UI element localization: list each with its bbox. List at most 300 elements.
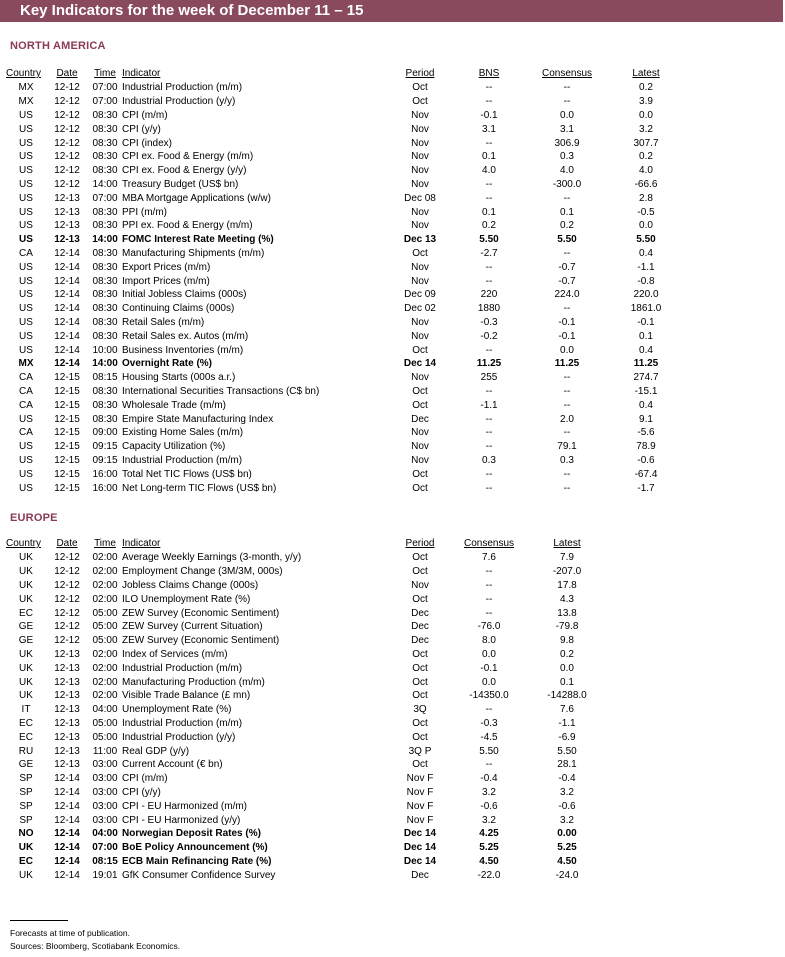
table-row (6, 799, 606, 813)
cell-indicator: Initial Jobless Claims (000s) (122, 289, 247, 301)
cell-consensus: -76.0 (477, 621, 501, 633)
cell-latest: 307.7 (633, 137, 659, 149)
cell-country: US (19, 413, 33, 425)
cell-country: GE (18, 759, 34, 771)
footnote-forecasts: Forecasts at time of publication. (10, 928, 131, 938)
cell-latest: -0.8 (637, 275, 655, 287)
cell-period: Oct (412, 82, 428, 94)
cell-country: UK (19, 579, 33, 591)
cell-latest: 4.50 (557, 855, 577, 867)
cell-country: UK (19, 593, 33, 605)
cell-consensus: 0.0 (560, 344, 574, 356)
cell-period: 3Q (413, 704, 427, 716)
cell-latest: -0.6 (558, 800, 576, 812)
cell-indicator: Treasury Budget (US$ bn) (122, 178, 239, 190)
col-indicator: Indicator (122, 68, 161, 79)
cell-bns: 0.2 (482, 220, 496, 232)
table-row (6, 620, 606, 634)
cell-time: 04:00 (92, 828, 118, 840)
cell-country: GE (18, 621, 34, 633)
cell-period: Dec 14 (403, 828, 437, 840)
cell-country: SP (19, 814, 33, 826)
cell-country: US (19, 234, 33, 246)
cell-time: 02:00 (92, 676, 118, 688)
cell-date: 12-14 (54, 828, 80, 840)
cell-period: Nov (411, 330, 429, 342)
cell-date: 12-13 (54, 192, 80, 204)
cell-indicator: ILO Unemployment Rate (%) (122, 593, 251, 605)
cell-indicator: Norwegian Deposit Rates (%) (122, 828, 261, 840)
cell-period: Oct (412, 593, 428, 605)
cell-country: US (19, 151, 33, 163)
cell-date: 12-14 (54, 358, 80, 370)
cell-time: 07:00 (92, 82, 118, 94)
table-row (6, 772, 606, 786)
table-row (6, 606, 606, 620)
cell-consensus: 11.25 (554, 358, 580, 370)
table-row (6, 274, 686, 288)
cell-bns: -- (485, 344, 493, 356)
table-row (6, 178, 686, 192)
cell-period: Oct (412, 717, 428, 729)
cell-date: 12-12 (54, 621, 80, 633)
cell-consensus: 5.50 (479, 745, 499, 757)
table-row (6, 205, 686, 219)
cell-time: 07:00 (92, 96, 118, 108)
table-row (6, 426, 686, 440)
table-row (6, 565, 606, 579)
cell-indicator: Manufacturing Shipments (m/m) (122, 247, 265, 259)
cell-country: EC (19, 607, 33, 619)
cell-latest: 13.8 (557, 607, 577, 619)
cell-country: CA (19, 372, 33, 384)
cell-time: 08:15 (92, 372, 118, 384)
cell-consensus: 306.9 (554, 137, 580, 149)
cell-date: 12-15 (54, 441, 80, 453)
cell-latest: 0.2 (639, 82, 653, 94)
cell-time: 08:30 (92, 261, 118, 273)
cell-indicator: Index of Services (m/m) (122, 648, 228, 660)
cell-time: 05:00 (92, 731, 118, 743)
cell-indicator: Current Account (€ bn) (122, 759, 223, 771)
cell-time: 16:00 (92, 482, 118, 494)
cell-indicator: International Securities Transactions (C$ bn) (122, 385, 320, 397)
cell-indicator: GfK Consumer Confidence Survey (122, 869, 276, 881)
cell-date: 12-12 (54, 552, 80, 564)
cell-indicator: Retail Sales ex. Autos (m/m) (122, 330, 249, 342)
cell-time: 03:00 (92, 786, 118, 798)
table-row (6, 661, 606, 675)
cell-latest: 1861.0 (630, 303, 662, 315)
cell-date: 12-14 (54, 773, 80, 785)
cell-indicator: Capacity Utilization (%) (122, 441, 226, 453)
cell-latest: 0.0 (560, 662, 574, 674)
table-row (6, 247, 686, 261)
table-row (6, 703, 606, 717)
table-row (6, 689, 606, 703)
cell-date: 12-14 (54, 814, 80, 826)
cell-indicator: Real GDP (y/y) (122, 745, 190, 757)
table-row (6, 813, 606, 827)
cell-date: 12-14 (54, 869, 80, 881)
table-row (6, 385, 686, 399)
cell-latest: -1.1 (637, 261, 655, 273)
cell-country: SP (19, 800, 33, 812)
cell-time: 03:00 (92, 800, 118, 812)
north-america-heading: NORTH AMERICA (10, 40, 106, 52)
cell-consensus: -0.7 (558, 261, 576, 273)
table-row (6, 481, 686, 495)
cell-consensus: -0.7 (558, 275, 576, 287)
cell-period: Nov (411, 454, 429, 466)
col-latest: Latest (632, 68, 660, 79)
cell-period: Oct (412, 482, 428, 494)
cell-date: 12-13 (54, 206, 80, 218)
cell-indicator: Export Prices (m/m) (122, 261, 211, 273)
cell-date: 12-12 (54, 579, 80, 591)
cell-country: US (19, 206, 33, 218)
cell-consensus: -300.0 (552, 178, 582, 190)
cell-consensus: -- (563, 468, 571, 480)
cell-date: 12-14 (54, 275, 80, 287)
cell-date: 12-15 (54, 482, 80, 494)
europe-table (6, 536, 606, 882)
cell-period: Dec 14 (403, 358, 437, 370)
table-row (6, 758, 606, 772)
cell-date: 12-13 (54, 648, 80, 660)
cell-date: 12-13 (54, 759, 80, 771)
cell-country: MX (18, 82, 34, 94)
cell-date: 12-13 (54, 234, 80, 246)
table-row (6, 744, 606, 758)
table-row (6, 634, 606, 648)
cell-consensus: 4.50 (479, 855, 499, 867)
table-row (6, 260, 686, 274)
col-bns: BNS (478, 68, 500, 79)
cell-latest: 3.2 (560, 786, 574, 798)
cell-country: RU (18, 745, 34, 757)
cell-latest: -0.6 (637, 454, 655, 466)
cell-indicator: Wholesale Trade (m/m) (122, 399, 226, 411)
cell-latest: -6.9 (558, 731, 576, 743)
cell-bns: -- (485, 413, 493, 425)
cell-date: 12-15 (54, 385, 80, 397)
cell-bns: 0.1 (482, 151, 496, 163)
cell-time: 07:00 (92, 842, 118, 854)
cell-indicator: Total Net TIC Flows (US$ bn) (122, 468, 252, 480)
cell-country: US (19, 454, 33, 466)
col-time: Time (94, 538, 116, 549)
cell-indicator: Industrial Production (y/y) (122, 731, 236, 743)
cell-time: 11:00 (92, 745, 118, 757)
cell-period: Dec (411, 635, 429, 647)
cell-time: 05:00 (92, 635, 118, 647)
cell-date: 12-12 (54, 607, 80, 619)
cell-consensus: 224.0 (554, 289, 580, 301)
cell-bns: -- (485, 441, 493, 453)
cell-time: 10:00 (92, 344, 118, 356)
table-row (6, 219, 686, 233)
table-row (6, 357, 686, 371)
cell-country: CA (19, 427, 33, 439)
cell-date: 12-15 (54, 427, 80, 439)
cell-country: SP (19, 786, 33, 798)
cell-time: 08:30 (92, 206, 118, 218)
cell-time: 02:00 (92, 579, 118, 591)
cell-date: 12-12 (54, 96, 80, 108)
cell-time: 03:00 (92, 759, 118, 771)
cell-consensus: -0.4 (480, 773, 498, 785)
cell-period: Nov (411, 275, 429, 287)
cell-latest: 4.3 (560, 593, 574, 605)
cell-latest: 220.0 (633, 289, 659, 301)
cell-period: Nov (411, 441, 429, 453)
cell-bns: 5.50 (479, 234, 499, 246)
cell-time: 02:00 (92, 648, 118, 660)
cell-consensus: -- (563, 482, 571, 494)
cell-period: Oct (412, 96, 428, 108)
cell-bns: 11.25 (476, 358, 502, 370)
cell-latest: 0.1 (560, 676, 574, 688)
cell-period: Oct (412, 676, 428, 688)
cell-indicator: Industrial Production (m/m) (122, 82, 243, 94)
table-row (6, 109, 686, 123)
cell-indicator: Existing Home Sales (m/m) (122, 427, 244, 439)
cell-time: 02:00 (92, 690, 118, 702)
cell-indicator: Average Weekly Earnings (3-month, y/y) (122, 552, 302, 564)
cell-period: Nov (411, 123, 429, 135)
cell-date: 12-14 (54, 344, 80, 356)
cell-date: 12-15 (54, 468, 80, 480)
cell-period: Nov (411, 151, 429, 163)
cell-period: Dec (411, 869, 429, 881)
cell-bns: 0.1 (482, 206, 496, 218)
cell-bns: 220 (480, 289, 498, 301)
cell-time: 05:00 (92, 717, 118, 729)
cell-country: US (19, 192, 33, 204)
cell-indicator: CPI ex. Food & Energy (y/y) (122, 165, 247, 177)
cell-period: Nov F (406, 786, 434, 798)
table-row (6, 551, 606, 565)
cell-latest: -5.6 (637, 427, 655, 439)
cell-date: 12-14 (54, 316, 80, 328)
cell-indicator: Import Prices (m/m) (122, 275, 210, 287)
table-row (6, 371, 686, 385)
cell-date: 12-14 (54, 842, 80, 854)
cell-consensus: -- (485, 579, 493, 591)
cell-indicator: BoE Policy Announcement (%) (122, 842, 268, 854)
cell-latest: 0.2 (639, 151, 653, 163)
table-row (6, 786, 606, 800)
cell-time: 09:15 (92, 454, 118, 466)
cell-country: UK (19, 662, 33, 674)
cell-period: Dec 02 (404, 303, 436, 315)
cell-indicator: ZEW Survey (Economic Sentiment) (122, 607, 280, 619)
cell-latest: -24.0 (555, 869, 579, 881)
cell-country: US (19, 261, 33, 273)
table-row (6, 191, 686, 205)
cell-bns: 4.0 (482, 165, 496, 177)
cell-consensus: -- (563, 303, 571, 315)
cell-consensus: 0.3 (560, 151, 574, 163)
cell-latest: 0.4 (639, 247, 653, 259)
cell-period: Dec 14 (403, 842, 437, 854)
col-consensus: Consensus (463, 538, 515, 549)
cell-time: 03:00 (92, 814, 118, 826)
table-row (6, 855, 606, 869)
cell-date: 12-12 (54, 635, 80, 647)
cell-period: Nov (411, 579, 429, 591)
cell-period: Nov (411, 178, 429, 190)
cell-time: 08:30 (92, 275, 118, 287)
cell-date: 12-12 (54, 151, 80, 163)
table-row (6, 730, 606, 744)
cell-period: Dec 08 (404, 192, 436, 204)
cell-date: 12-14 (54, 247, 80, 259)
cell-country: US (19, 220, 33, 232)
cell-latest: 3.9 (639, 96, 653, 108)
cell-consensus: 3.1 (560, 123, 574, 135)
cell-period: Nov F (406, 814, 434, 826)
cell-country: CA (19, 247, 33, 259)
cell-country: CA (19, 399, 33, 411)
cell-time: 08:30 (92, 289, 118, 301)
cell-period: Nov (411, 261, 429, 273)
cell-time: 08:30 (92, 399, 118, 411)
cell-consensus: 4.25 (479, 828, 499, 840)
cell-period: Nov (411, 109, 429, 121)
cell-time: 08:30 (92, 165, 118, 177)
cell-time: 07:00 (92, 192, 118, 204)
cell-date: 12-14 (54, 261, 80, 273)
cell-consensus: -- (563, 385, 571, 397)
cell-date: 12-13 (54, 690, 80, 702)
cell-consensus: -0.6 (480, 800, 498, 812)
cell-latest: 5.25 (557, 842, 577, 854)
cell-time: 08:30 (92, 151, 118, 163)
cell-bns: -- (485, 137, 493, 149)
cell-bns: -- (485, 275, 493, 287)
cell-period: Oct (412, 385, 428, 397)
cell-date: 12-12 (54, 82, 80, 94)
cell-period: Nov F (406, 773, 434, 785)
cell-latest: 0.4 (639, 344, 653, 356)
cell-country: UK (19, 552, 33, 564)
cell-consensus: 0.0 (560, 109, 574, 121)
cell-country: US (19, 330, 33, 342)
cell-date: 12-14 (54, 303, 80, 315)
cell-latest: -15.1 (634, 385, 658, 397)
cell-country: EC (19, 731, 33, 743)
cell-consensus: -- (485, 607, 493, 619)
cell-indicator: FOMC Interest Rate Meeting (%) (122, 234, 274, 246)
cell-latest: -79.8 (555, 621, 579, 633)
cell-consensus: -0.1 (558, 330, 576, 342)
cell-period: Dec (411, 413, 429, 425)
cell-period: Nov (411, 427, 429, 439)
cell-indicator: CPI (y/y) (122, 123, 161, 135)
cell-latest: 11.25 (633, 358, 659, 370)
cell-country: GE (18, 635, 34, 647)
cell-time: 08:30 (92, 109, 118, 121)
cell-period: 3Q P (408, 745, 432, 757)
cell-indicator: Empire State Manufacturing Index (122, 413, 274, 425)
cell-time: 02:00 (92, 593, 118, 605)
cell-latest: 0.2 (560, 648, 574, 660)
cell-country: IT (21, 704, 31, 716)
cell-indicator: Continuing Claims (000s) (122, 303, 235, 315)
cell-bns: -0.3 (480, 316, 498, 328)
cell-consensus: -- (563, 372, 571, 384)
table-row (6, 440, 686, 454)
cell-latest: 4.0 (639, 165, 653, 177)
cell-bns: -- (485, 192, 493, 204)
cell-country: EC (19, 717, 33, 729)
cell-latest: 3.2 (560, 814, 574, 826)
cell-consensus: 3.2 (482, 786, 496, 798)
cell-date: 12-12 (54, 137, 80, 149)
cell-date: 12-13 (54, 704, 80, 716)
cell-indicator: Retail Sales (m/m) (122, 316, 205, 328)
cell-consensus: -- (563, 192, 571, 204)
cell-indicator: ECB Main Refinancing Rate (%) (122, 855, 272, 867)
cell-indicator: Jobless Claims Change (000s) (122, 579, 259, 591)
europe-heading: EUROPE (10, 512, 58, 524)
cell-indicator: ZEW Survey (Current Situation) (122, 621, 263, 633)
cell-country: US (19, 123, 33, 135)
cell-country: NO (18, 828, 34, 840)
cell-consensus: -- (563, 399, 571, 411)
cell-date: 12-13 (54, 220, 80, 232)
cell-bns: -- (485, 468, 493, 480)
cell-date: 12-15 (54, 372, 80, 384)
table-row (6, 868, 606, 882)
cell-latest: 9.1 (639, 413, 653, 425)
cell-consensus: -- (485, 759, 493, 771)
col-time: Time (94, 68, 116, 79)
table-row (6, 827, 606, 841)
cell-date: 12-12 (54, 123, 80, 135)
cell-latest: -66.6 (634, 178, 658, 190)
cell-country: EC (19, 855, 33, 867)
cell-country: US (19, 165, 33, 177)
cell-consensus: -- (485, 566, 493, 578)
cell-consensus: 0.0 (482, 648, 496, 660)
cell-time: 08:30 (92, 316, 118, 328)
cell-bns: -- (485, 82, 493, 94)
col-indicator: Indicator (122, 538, 161, 549)
cell-date: 12-15 (54, 413, 80, 425)
cell-country: UK (18, 842, 34, 854)
cell-period: Oct (412, 731, 428, 743)
cell-indicator: PPI (m/m) (122, 206, 167, 218)
footnote-sources: Sources: Bloomberg, Scotiabank Economics. (10, 941, 181, 951)
cell-indicator: Overnight Rate (%) (122, 358, 213, 370)
cell-latest: 17.8 (557, 579, 577, 591)
cell-period: Oct (412, 662, 428, 674)
cell-consensus: -0.3 (480, 717, 498, 729)
cell-latest: -1.1 (558, 717, 576, 729)
cell-time: 05:00 (92, 607, 118, 619)
cell-latest: 5.50 (557, 745, 577, 757)
cell-indicator: Business Inventories (m/m) (122, 344, 244, 356)
cell-time: 08:30 (92, 413, 118, 425)
cell-country: US (19, 275, 33, 287)
cell-time: 08:15 (92, 855, 118, 867)
cell-country: US (19, 303, 33, 315)
cell-latest: 2.8 (639, 192, 653, 204)
cell-period: Oct (412, 648, 428, 660)
